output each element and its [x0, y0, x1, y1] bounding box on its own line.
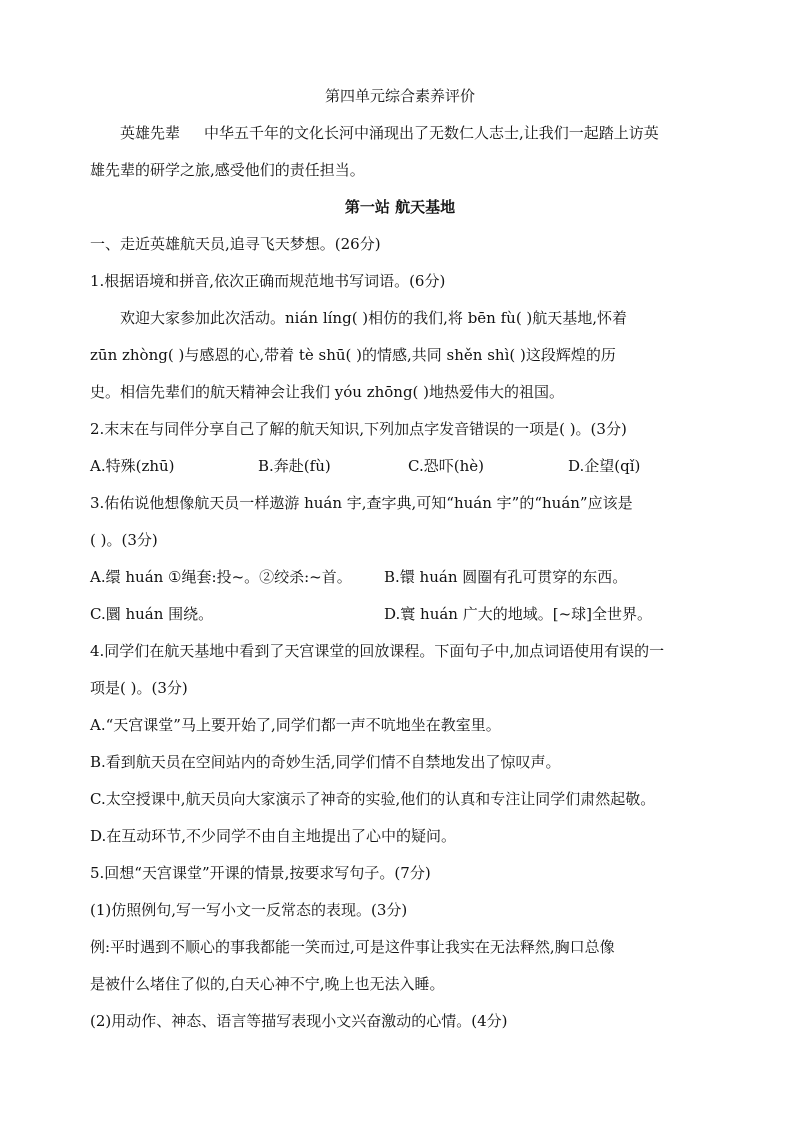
intro-line-1	[90, 115, 710, 152]
q1-stem: 1.根据语境和拼音,依次正确而规范地书写词语。(6分)	[90, 272, 446, 290]
q5-sub-1: (1)仿照例句,写一写小文一反常态的表现。(3分)	[90, 901, 408, 919]
intro-keyword: 英雄先辈	[120, 124, 181, 142]
q4-stem-1: 4.同学们在航天基地中看到了天宫课堂的回放课程。下面句子中,加点词语使用有误的一	[90, 642, 665, 660]
q1-line-1: 欢迎大家参加此次活动。nián líng( )相仿的我们,将 bēn fù( )航天基地,怀着	[120, 309, 628, 327]
q2-stem: 2.末末在与同伴分享自己了解的航天知识,下列加点字发音错误的一项是( )。(3分)	[90, 420, 627, 438]
station-heading: 第一站 航天基地	[344, 198, 456, 216]
q4-stem-2: 项是( )。(3分)	[90, 679, 188, 697]
q2-options	[90, 448, 710, 485]
section-heading: 一、走近英雄航天员,追寻飞天梦想。(26分)	[90, 235, 381, 253]
q4-option-a: A.“天宫课堂”马上要开始了,同学们都一声不吭地坐在教室里。	[90, 716, 501, 734]
page-title: 第四单元综合素养评价	[324, 87, 475, 105]
q2-option-a: A.特殊(zhū)	[90, 457, 175, 475]
q3-options-row-2	[90, 596, 710, 633]
intro-line-2: 雄先辈的研学之旅,感受他们的责任担当。	[90, 161, 365, 179]
q4-option-d: D.在互动环节,不少同学不由自主地提出了心中的疑问。	[90, 827, 457, 845]
q3-option-a: A.缳 huán ①绳套:投~。②绞杀:~首。	[90, 568, 352, 586]
q3-option-d: D.寰 huán 广大的地域。[~球]全世界。	[384, 605, 652, 623]
exam-page	[90, 78, 710, 1040]
q5-stem: 5.回想“天宫课堂”开课的情景,按要求写句子。(7分)	[90, 864, 431, 882]
intro-text-1: 中华五千年的文化长河中涌现出了无数仁人志士,让我们一起踏上访英	[204, 124, 659, 142]
q1-line-2: zūn zhòng( )与感恩的心,带着 tè shū( )的情感,共同 shěn shì( )这段辉煌的历	[90, 346, 616, 364]
q4-option-b: B.看到航天员在空间站内的奇妙生活,同学们情不自禁地发出了惊叹声。	[90, 753, 561, 771]
q2-option-c: C.恐吓(hè)	[408, 457, 484, 475]
q3-option-c: C.圜 huán 围绕。	[90, 605, 214, 623]
q1-line-3: 史。相信先辈们的航天精神会让我们 yóu zhōng( )地热爱伟大的祖国。	[90, 383, 565, 401]
q2-option-b: B.奔赴(fù)	[258, 457, 331, 475]
q3-stem-1: 3.佑佑说他想像航天员一样遨游 huán 宇,查字典,可知“huán 宇”的“huán”应该是	[90, 494, 633, 512]
q3-stem-2: ( )。(3分)	[90, 531, 158, 549]
q3-option-b: B.镮 huán 圆圈有孔可贯穿的东西。	[384, 568, 628, 586]
q2-option-d: D.企望(qǐ)	[568, 457, 641, 475]
q4-option-c: C.太空授课中,航天员向大家演示了神奇的实验,他们的认真和专注让同学们肃然起敬。	[90, 790, 656, 808]
q5-sub-2: (2)用动作、神态、语言等描写表现小文兴奋激动的心情。(4分)	[90, 1012, 508, 1030]
q3-options-row-1	[90, 559, 710, 596]
q5-example-2: 是被什么堵住了似的,白天心神不宁,晚上也无法入睡。	[90, 975, 445, 993]
q5-example-1: 例:平时遇到不顺心的事我都能一笑而过,可是这件事让我实在无法释然,胸口总像	[90, 938, 615, 956]
